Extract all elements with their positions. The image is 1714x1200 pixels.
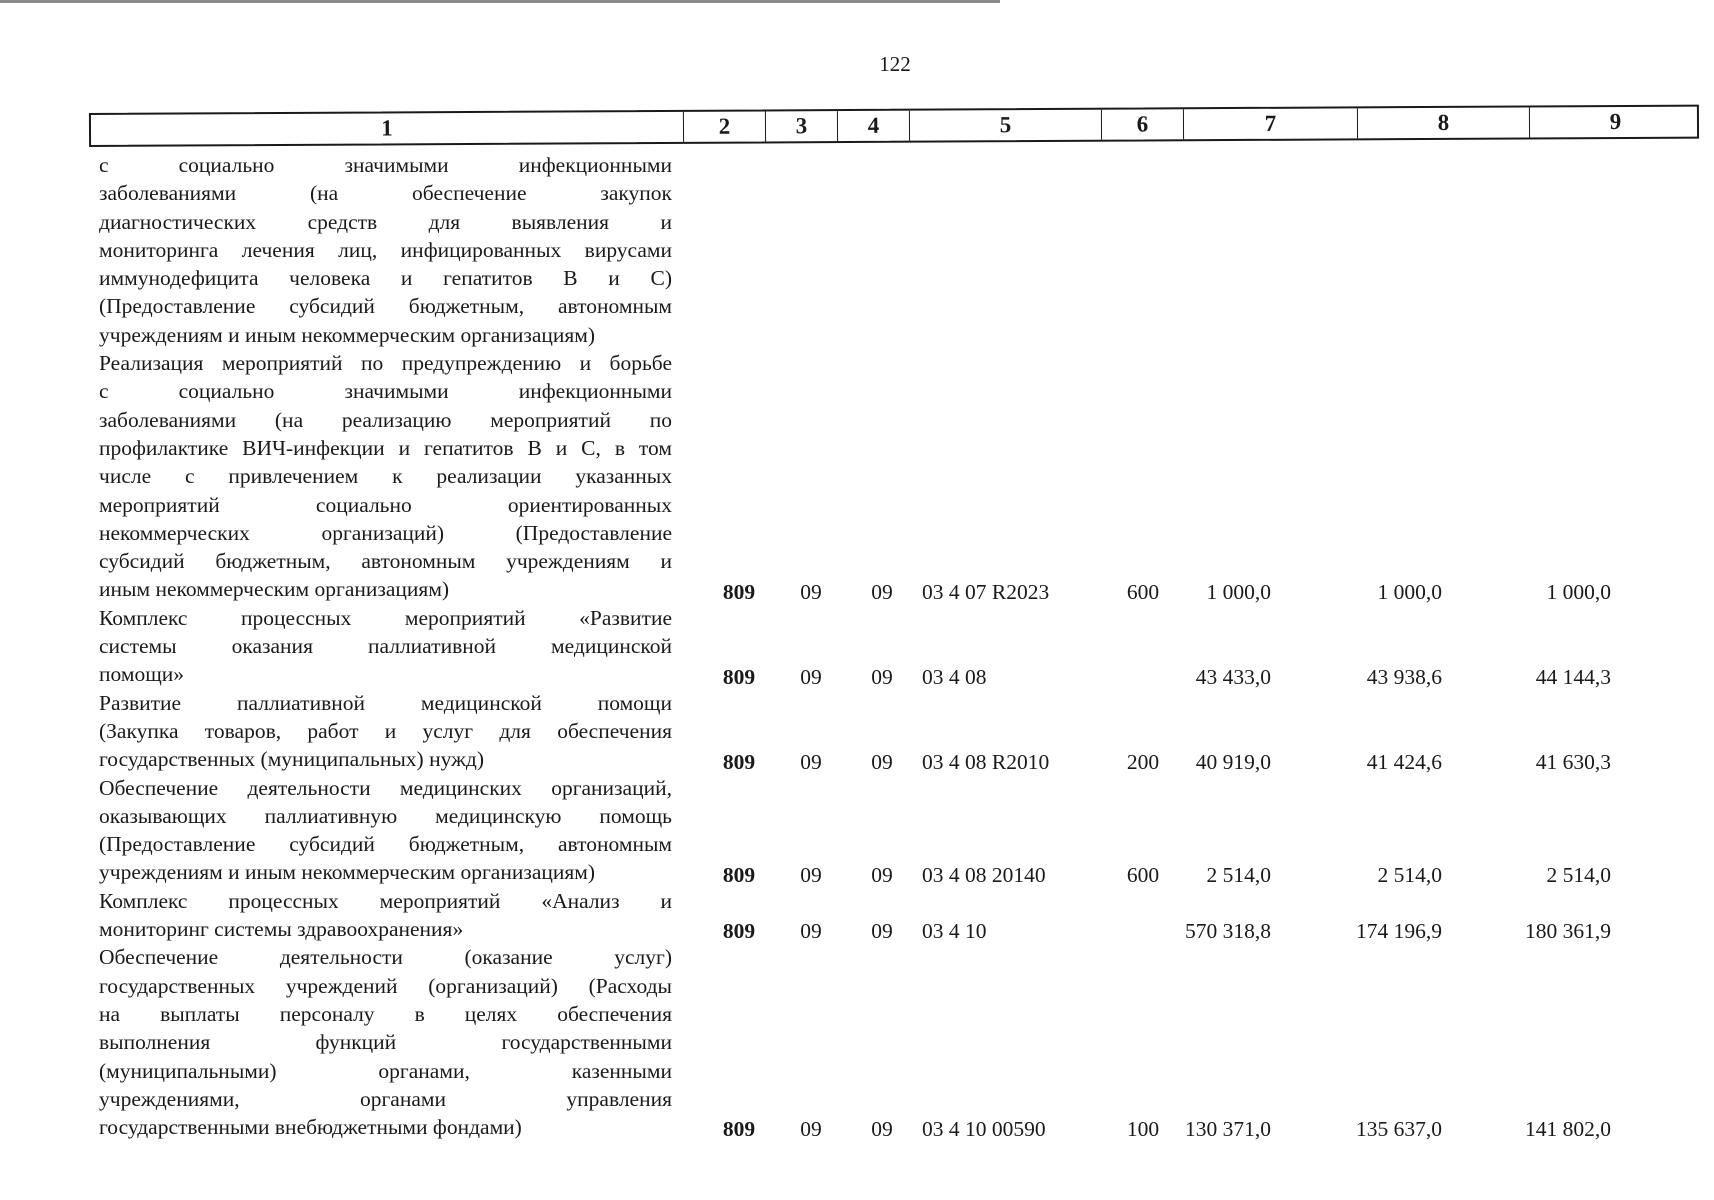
- description-line: (Закупка товаров, работ и услуг для обеспечения: [99, 718, 672, 743]
- cell-col-7-amount: 43 433,0: [1195, 664, 1271, 689]
- header-col-2: 2: [684, 111, 766, 141]
- description-line: профилактике ВИЧ-инфекции и гепатитов В и С, в том: [99, 435, 672, 460]
- description-line: учреждениям и иным некоммерческим организациям): [99, 322, 596, 347]
- cell-col-3-section: 09: [800, 579, 822, 604]
- description-line: мониторинга лечения лиц, инфицированных вирусами: [99, 237, 672, 262]
- table-row: [99, 604, 1699, 689]
- cell-col-6-expense-type: 600: [1126, 579, 1160, 604]
- row-values: [672, 1113, 1699, 1141]
- cell-col-8-amount: 43 938,6: [1366, 664, 1442, 689]
- header-col-4: 4: [838, 111, 910, 141]
- cell-col-8-amount: 1 000,0: [1377, 579, 1442, 604]
- row-description: [99, 349, 672, 604]
- cell-col-8-amount: 174 196,9: [1356, 919, 1442, 944]
- cell-col-5-target-article: 03 4 08 R2010: [922, 749, 1050, 774]
- row-description: [99, 774, 672, 887]
- description-line: Комплекс процессных мероприятий «Развитие: [99, 605, 672, 630]
- table-row: [99, 774, 1699, 887]
- description-line: государственными внебюджетными фондами): [99, 1115, 522, 1140]
- cell-col-8-amount: 41 424,6: [1366, 749, 1442, 774]
- description-line: диагностических средств для выявления и: [99, 209, 672, 234]
- cell-col-2-ministry-code: 809: [722, 862, 756, 887]
- description-line: числе с привлечением к реализации указанных: [99, 464, 672, 489]
- description-line: некоммерческих организаций) (Предоставление: [99, 520, 672, 545]
- table-header: [89, 105, 1699, 147]
- cell-col-3-section: 09: [800, 664, 822, 689]
- header-col-3: 3: [766, 111, 838, 141]
- table-row: [99, 887, 1699, 944]
- cell-col-3-section: 09: [800, 919, 822, 944]
- cell-col-4-subsection: 09: [871, 664, 893, 689]
- cell-col-9-amount: 141 802,0: [1525, 1117, 1611, 1142]
- row-values: [672, 858, 1699, 886]
- description-line: оказывающих паллиативную медицинскую помощь: [99, 803, 672, 828]
- cell-col-9-amount: 180 361,9: [1525, 919, 1611, 944]
- description-line: мероприятий социально ориентированных: [99, 492, 672, 517]
- table-row: [99, 943, 1699, 1141]
- header-col-7: 7: [1184, 108, 1358, 139]
- description-line: учреждениями, органами управления: [99, 1086, 672, 1111]
- row-description: [99, 604, 672, 689]
- cell-col-5-target-article: 03 4 08 20140: [922, 862, 1046, 887]
- cell-col-7-amount: 130 371,0: [1185, 1117, 1271, 1142]
- description-line: с социально значимыми инфекционными: [99, 153, 672, 177]
- row-description: [99, 689, 672, 774]
- row-values: [672, 660, 1699, 688]
- cell-col-2-ministry-code: 809: [722, 664, 756, 689]
- row-description: [99, 943, 672, 1141]
- cell-col-7-amount: 1 000,0: [1206, 579, 1271, 604]
- cell-col-6-expense-type: 100: [1126, 1117, 1160, 1142]
- table-body: [99, 151, 1699, 1141]
- table-row: [99, 349, 1699, 604]
- cell-col-2-ministry-code: 809: [722, 919, 756, 944]
- cell-col-3-section: 09: [800, 862, 822, 887]
- cell-col-5-target-article: 03 4 10: [922, 919, 987, 944]
- cell-col-6-expense-type: 200: [1126, 749, 1160, 774]
- description-line: государственных учреждений (организаций) (Расходы: [99, 973, 672, 998]
- cell-col-6-expense-type: 600: [1126, 862, 1160, 887]
- description-line: (Предоставление субсидий бюджетным, автономным: [99, 294, 672, 319]
- row-description: [99, 887, 672, 944]
- description-line: государственных (муниципальных) нужд): [99, 747, 485, 772]
- cell-col-2-ministry-code: 809: [722, 749, 756, 774]
- header-col-5: 5: [910, 110, 1102, 141]
- description-line: выполнения функций государственными: [99, 1030, 672, 1055]
- description-line: заболеваниями (на обеспечение закупок: [99, 181, 672, 206]
- description-line: мониторинг системы здравоохранения»: [99, 917, 464, 942]
- description-line: заболеваниями (на реализацию мероприятий по: [99, 407, 672, 432]
- header-col-1: 1: [91, 112, 684, 145]
- cell-col-3-section: 09: [800, 749, 822, 774]
- row-values: [672, 915, 1699, 943]
- cell-col-5-target-article: 03 4 07 R2023: [922, 579, 1050, 604]
- row-description: [99, 151, 672, 349]
- cell-col-5-target-article: 03 4 08: [922, 664, 987, 689]
- table-row: [99, 151, 1699, 349]
- header-col-9: 9: [1609, 108, 1622, 135]
- cell-col-9-amount: 2 514,0: [1546, 862, 1611, 887]
- description-line: Реализация мероприятий по предупреждению и борьбе: [99, 351, 672, 376]
- description-line: иным некоммерческим организациям): [99, 577, 450, 602]
- cell-col-2-ministry-code: 809: [722, 579, 756, 604]
- cell-col-7-amount: 570 318,8: [1185, 919, 1271, 944]
- description-line: Комплекс процессных мероприятий «Анализ и: [99, 888, 672, 913]
- cell-col-4-subsection: 09: [871, 1117, 893, 1142]
- description-line: (Предоставление субсидий бюджетным, автономным: [99, 832, 672, 857]
- row-values: [672, 745, 1699, 773]
- page-number: 122: [879, 52, 911, 76]
- cell-col-4-subsection: 09: [871, 749, 893, 774]
- description-line: помощи»: [99, 662, 185, 687]
- cell-col-4-subsection: 09: [871, 862, 893, 887]
- description-line: Обеспечение деятельности медицинских организаций,: [99, 775, 672, 800]
- header-col-8: 8: [1358, 107, 1530, 138]
- description-line: Развитие паллиативной медицинской помощи: [99, 690, 672, 715]
- scan-edge-artifact: [0, 0, 1000, 3]
- cell-col-9-amount: 1 000,0: [1546, 579, 1611, 604]
- header-col-6: 6: [1102, 109, 1184, 139]
- description-line: (муниципальными) органами, казенными: [99, 1058, 672, 1083]
- cell-col-7-amount: 2 514,0: [1206, 862, 1271, 887]
- description-line: иммунодефицита человека и гепатитов В и С): [99, 266, 672, 291]
- cell-col-7-amount: 40 919,0: [1195, 749, 1271, 774]
- row-values: [672, 575, 1699, 603]
- description-line: с социально значимыми инфекционными: [99, 379, 672, 404]
- cell-col-4-subsection: 09: [871, 579, 893, 604]
- cell-col-2-ministry-code: 809: [722, 1117, 756, 1142]
- description-line: учреждениям и иным некоммерческим организациям): [99, 860, 596, 885]
- row-values: [672, 321, 1699, 349]
- cell-col-9-amount: 44 144,3: [1535, 664, 1611, 689]
- cell-col-9-amount: 41 630,3: [1535, 749, 1611, 774]
- description-line: Обеспечение деятельности (оказание услуг): [99, 945, 672, 970]
- table-row: [99, 689, 1699, 774]
- description-line: на выплаты персоналу в целях обеспечения: [99, 1001, 672, 1026]
- cell-col-3-section: 09: [800, 1117, 822, 1142]
- cell-col-5-target-article: 03 4 10 00590: [922, 1117, 1046, 1142]
- cell-col-8-amount: 2 514,0: [1377, 862, 1442, 887]
- cell-col-4-subsection: 09: [871, 919, 893, 944]
- description-line: субсидий бюджетным, автономным учреждениям и: [99, 549, 672, 574]
- description-line: системы оказания паллиативной медицинской: [99, 634, 672, 659]
- cell-col-8-amount: 135 637,0: [1356, 1117, 1442, 1142]
